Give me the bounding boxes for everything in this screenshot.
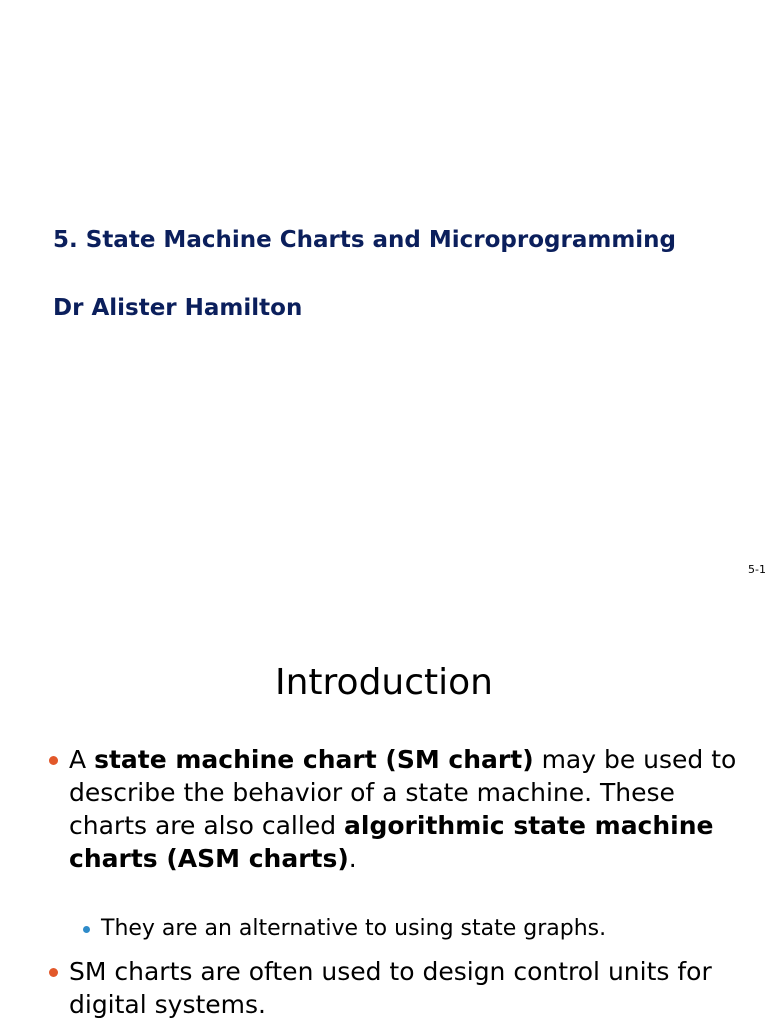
slide-2 bbox=[0, 600, 768, 1024]
bullet-bold-term: algorithmic state machine charts (ASM charts) bbox=[69, 811, 714, 873]
slide-heading: Introduction bbox=[274, 662, 493, 703]
sub-bullet-text: They are an alternative to using state graphs. bbox=[101, 916, 607, 941]
bullet-dot-icon bbox=[49, 756, 58, 765]
bullet-item bbox=[69, 955, 739, 1021]
bullet-dot-icon bbox=[49, 968, 58, 977]
sub-bullet-item bbox=[101, 914, 741, 944]
bullet-text: SM charts are often used to design control units for digital systems. bbox=[69, 957, 712, 1019]
bullet-text: . bbox=[348, 844, 357, 873]
bullet-text: may be used to describe the behavior of a state machine. These charts are also called bbox=[69, 745, 737, 840]
bullet-bold-term: state machine chart (SM chart) bbox=[94, 745, 534, 774]
slide-title: 5. State Machine Charts and Microprogramming bbox=[53, 227, 677, 253]
sub-bullet-dot-icon bbox=[83, 926, 90, 933]
bullet-text: A bbox=[69, 745, 95, 774]
slide-author: Dr Alister Hamilton bbox=[53, 295, 303, 321]
slide-number: 5-1 bbox=[748, 563, 766, 576]
bullet-item bbox=[69, 743, 739, 875]
